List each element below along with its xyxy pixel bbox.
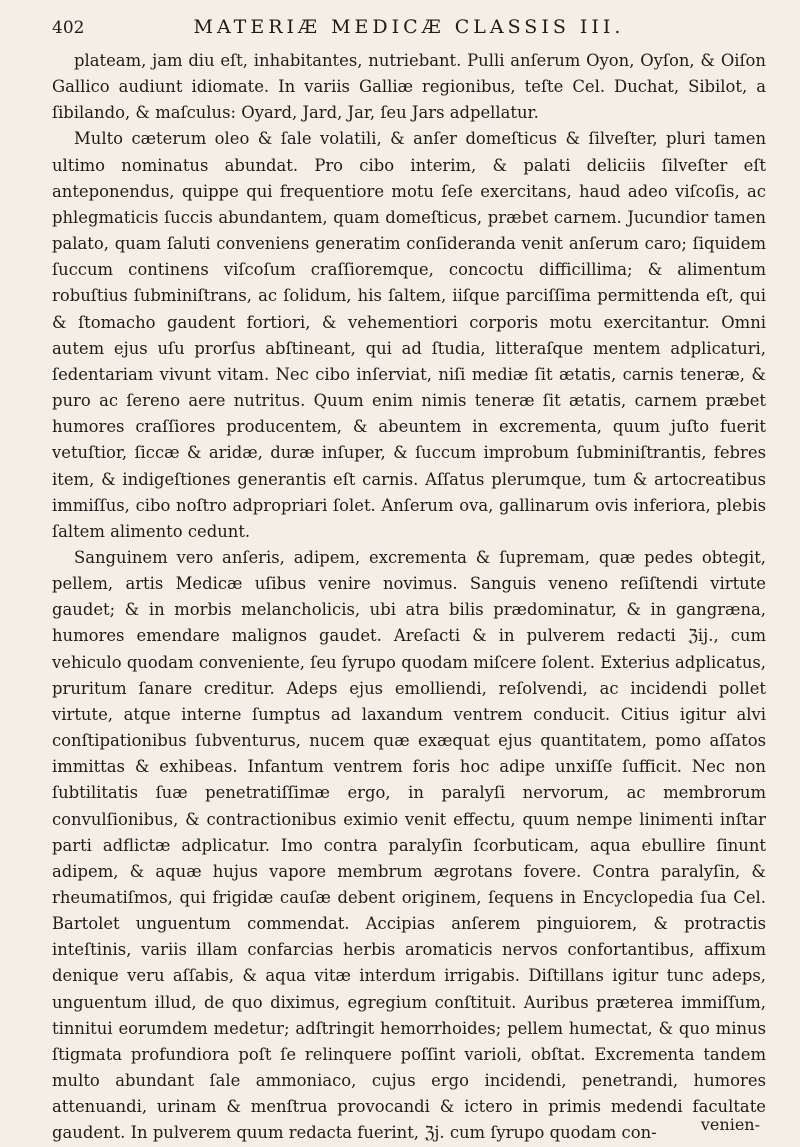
- paragraph: Multo cæterum oleo & ſale volatili, & anſer domeſticus & ſilveſter, pluri tamen ultimo nominatus abundat. Pro cibo interim, & palati deliciis ſilveſter eſt anteponendus, quippe qui frequentiore motu ſeſe exercitans, haud adeo viſcoſis, ac phlegmaticis ſuccis abundantem, quam domeſticus, præbet carnem. Jucundior tamen palato, quam ſaluti conveniens generatim conſideranda venit anſerum caro; ſiquidem ſuccum continens viſcoſum craſſioremque, concoctu difficillima; & alimentum robuſtius ſubminiſtrans, ac ſolidum, his ſaltem, iiſque parciſſima permittenda eſt, qui & ſtomacho gaudent fortiori, & vehementiori corporis motu exercitantur. Omni autem ejus uſu prorſus abſtineant, qui ad ſtudia, litteraſque mentem adplicaturi, ſedentariam vivunt vitam. Nec cibo inſerviat, niſi mediæ ſit ætatis, carnis teneræ, & puro ac ſereno aere nutritus. Quum enim nimis teneræ ſit ætatis, carnem præbet humores craſſiores producentem, & abeuntem in excrementa, quum juſto fuerit vetuſtior, ſiccæ & aridæ, duræ inſuper, & ſuccum improbum ſubminiſtrantis, febres item, & indigeſtiones generantis eſt carnis. Aſſatus plerumque, tum & artocreatibus immiſſus, cibo noſtro adpropriari ſolet. Anſerum ova, gallinarum ovis inferiora, plebis ſaltem alimento cedunt.: [52, 129, 766, 541]
- running-title: MATERIÆ MEDICÆ CLASSIS III.: [193, 16, 625, 38]
- page-number: 402: [52, 18, 85, 38]
- page-header: [52, 14, 766, 48]
- paragraph: plateam, jam diu eſt, inhabitantes, nutriebant. Pulli anſerum Oyon, Oyſon, & Oiſon Gallico audiunt idiomate. In variis Galliæ regionibus, teſte Cel. Duchat, Sibilot, a ſibilando, & maſculus: Oyard, Jard, Jar, ſeu Jars adpellatur.: [52, 51, 766, 123]
- body-text: [52, 48, 766, 1147]
- catchword: venien-: [700, 1115, 760, 1134]
- paragraph: Sanguinem vero anſeris, adipem, excrementa & ſupremam, quæ pedes obtegit, pellem, artis Medicæ uſibus venire novimus. Sanguis veneno reſiſtendi virtute gaudet; & in morbis melancholicis, ubi atra bilis prædominatur, & in gangræna, humores emendare malignos gaudet. Areſacti & in pulverem redacti ℨij., cum vehiculo quodam conveniente, ſeu ſyrupo quodam miſcere ſolent. Exterius adplicatus, pruritum ſanare creditur. Adeps ejus emolliendi, reſolvendi, ac incidendi pollet virtute, atque interne ſumptus ad laxandum ventrem conducit. Citius igitur alvi conſtipationibus ſubventurus, nucem quæ exæquat ejus quantitatem, pomo aſſatos immittas & exhibeas. Infantum ventrem foris hoc adipe unxiſſe ſufficit. Nec non ſubtilitatis ſuæ penetratiſſimæ ergo, in paralyſi nervorum, ac membrorum convulſionibus, & contractionibus eximio venit effectu, quum nempe linimenti inſtar parti adflictæ adplicatur. Imo contra paralyſin ſcorbuticam, aqua ebullire ſinunt adipem, & aquæ hujus vapore membrum ægrotans fovere. Contra paralyſin, & rheumatiſmos, qui frigidæ cauſæ debent originem, ſequens in Encyclopedia ſua Cel. Bartolet unguentum commendat. Accipias anſerem pinguiorem, & protractis inteſtinis, variis illam confarcias herbis aromaticis nervos confortantibus, affixum denique veru aſſabis, & aqua vitæ interdum irrigabis. Diſtillans igitur tunc adeps, unguentum illud, de quo diximus, egregium conſtituit. Auribus præterea immiſſum, tinnitui eorumdem medetur; adſtringit hemorrhoides; pellem humectat, & quo minus ſtigmata profundiora poſt ſe relinquere poſſint varioli, obſtat. Excrementa tandem multo abundant ſale ammoniaco, cujus ergo incidendi, penetrandi, humores attenuandi, urinam & menſtrua provocandi & ictero in primis medendi facultate gaudent. In pulverem quum redacta fuerint, ℨj. cum ſyrupo quodam con-: [52, 547, 766, 1143]
